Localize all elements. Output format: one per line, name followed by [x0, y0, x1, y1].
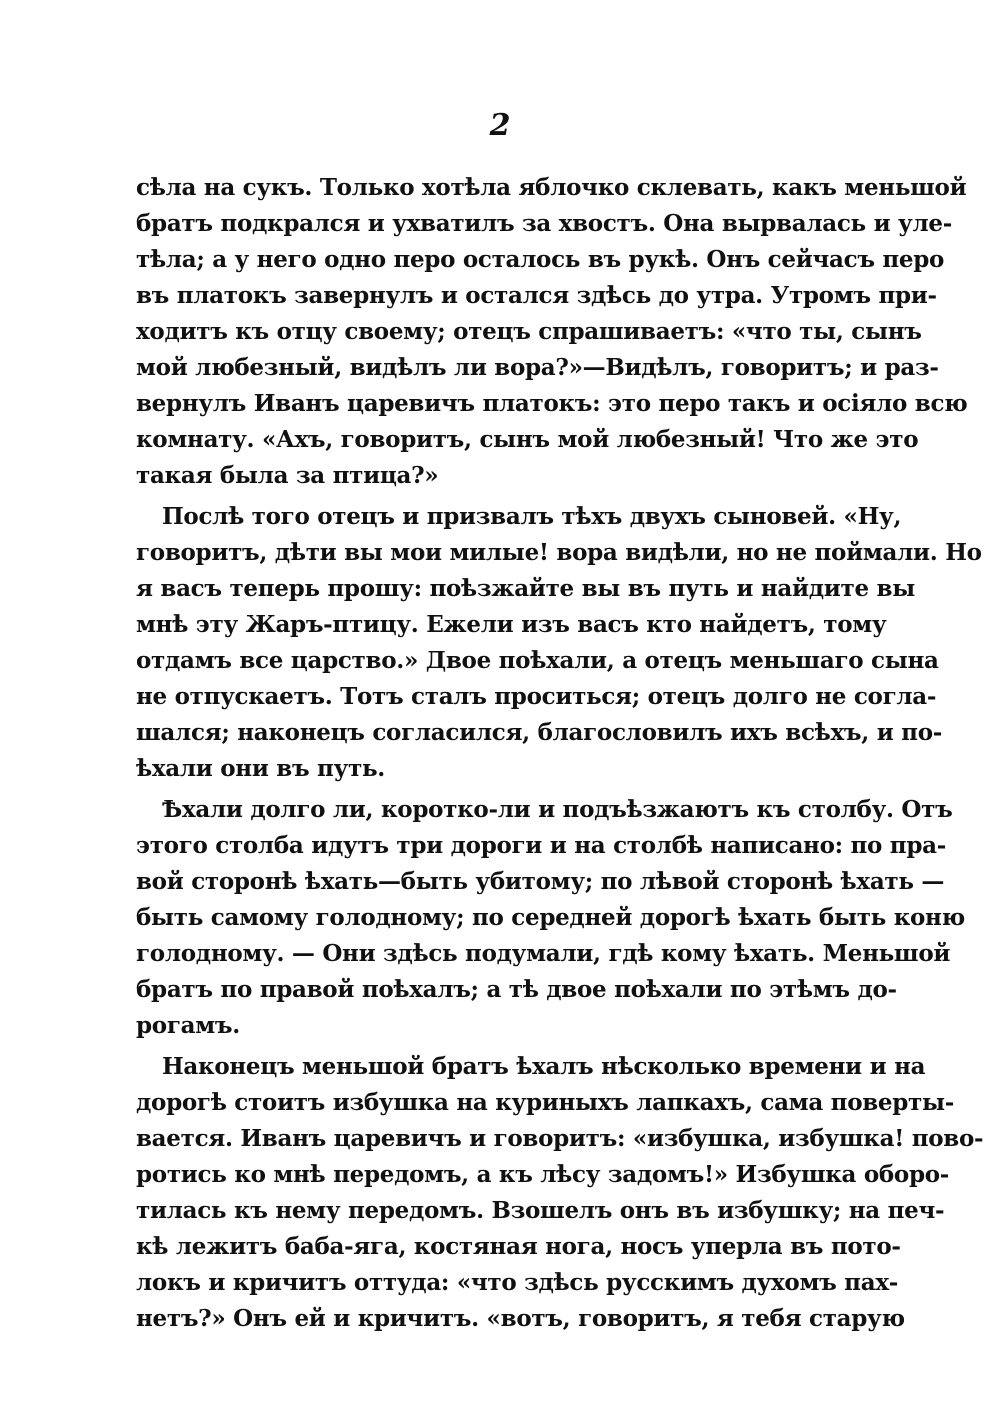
- text-line: ходитъ къ отцу своему; отецъ спрашиваетъ: «что ты, сынъ: [136, 318, 922, 345]
- text-line: мнѣ эту Жаръ-птицу. Ежели изъ васъ кто найдетъ, тому: [136, 611, 887, 638]
- text-line: Послѣ того отецъ и призвалъ тѣхъ двухъ сыновей. «Ну,: [162, 503, 902, 530]
- paragraph: [136, 170, 968, 494]
- text-line: быть самому голодному; по середней дорогѣ ѣхать быть коню: [136, 904, 965, 931]
- paragraph: [136, 792, 965, 1044]
- paragraph: [136, 1049, 984, 1337]
- text-line: вается. Иванъ царевичъ и говоритъ: «избушка, избушка! пово-: [136, 1125, 984, 1152]
- text-line: Наконецъ меньшой братъ ѣхалъ нѣсколько времени и на: [162, 1053, 926, 1080]
- text-line: нетъ?» Онъ ей и кричитъ. «вотъ, говоритъ, я тебя старую: [136, 1305, 905, 1332]
- text-line: тилась къ нему передомъ. Взошелъ онъ въ избушку; на печ-: [136, 1197, 945, 1224]
- text-line: такая была за птица?»: [136, 462, 439, 489]
- text-line: ѣхали они въ путь.: [136, 755, 385, 782]
- text-line: вернулъ Иванъ царевичъ платокъ: это перо такъ и осіяло всю: [136, 390, 968, 417]
- page-text: [136, 170, 984, 1342]
- text-line: Ѣхали долго ли, коротко-ли и подъѣзжаютъ къ столбу. Отъ: [162, 796, 953, 823]
- text-line: говоритъ, дѣти вы мои милые! вора видѣли, но не поймали. Но: [136, 539, 982, 566]
- text-line: голодному. — Они здѣсь подумали, гдѣ кому ѣхать. Меньшой: [136, 940, 951, 967]
- text-line: рогамъ.: [136, 1012, 240, 1039]
- text-line: кѣ лежитъ баба-яга, костяная нога, носъ уперла въ пото-: [136, 1233, 901, 1260]
- text-line: ротись ко мнѣ передомъ, а къ лѣсу задомъ!» Избушка оборо-: [136, 1161, 950, 1188]
- text-line: локъ и кричитъ оттуда: «что здѣсь русскимъ духомъ пах-: [136, 1269, 898, 1296]
- text-line: сѣла на сукъ. Только хотѣла яблочко склевать, какъ меньшой: [136, 174, 967, 201]
- text-line: комнату. «Ахъ, говоритъ, сынъ мой любезный! Что же это: [136, 426, 919, 453]
- paragraph: [136, 499, 982, 787]
- text-line: мой любезный, видѣлъ ли вора?»—Видѣлъ, говоритъ; и раз-: [136, 354, 939, 381]
- text-line: братъ подкрался и ухватилъ за хвостъ. Она вырвалась и уле-: [136, 210, 952, 237]
- text-line: этого столба идутъ три дороги и на столбѣ написано: по пра-: [136, 832, 946, 859]
- text-line: тѣла; а у него одно перо осталось въ рукѣ. Онъ сейчасъ перо: [136, 246, 945, 273]
- text-line: въ платокъ завернулъ и остался здѣсь до утра. Утромъ при-: [136, 282, 937, 309]
- text-line: отдамъ все царство.» Двое поѣхали, а отецъ меньшаго сына: [136, 647, 939, 674]
- text-line: братъ по правой поѣхалъ; а тѣ двое поѣхали по этѣмъ до-: [136, 976, 897, 1003]
- page-number: 2: [489, 108, 511, 143]
- text-line: не отпускаетъ. Тотъ сталъ проситься; отецъ долго не согла-: [136, 683, 937, 710]
- text-line: я васъ теперь прошу: поѣзжайте вы въ путь и найдите вы: [136, 575, 915, 602]
- text-line: шался; наконецъ согласился, благословилъ ихъ всѣхъ, и по-: [136, 719, 942, 746]
- text-line: дорогѣ стоитъ избушка на куриныхъ лапкахъ, сама поверты-: [136, 1089, 954, 1116]
- text-line: вой сторонѣ ѣхать—быть убитому; по лѣвой сторонѣ ѣхать —: [136, 868, 945, 895]
